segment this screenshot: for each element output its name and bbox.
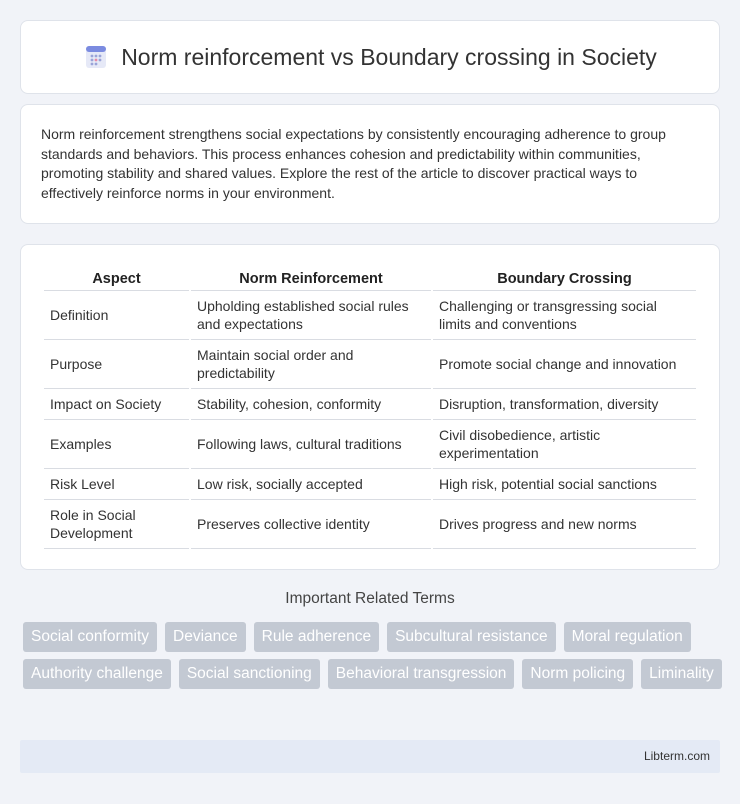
related-term-tag[interactable]: Liminality (641, 659, 722, 689)
table-cell: Definition (44, 291, 189, 340)
table-cell: Low risk, socially accepted (191, 469, 431, 500)
related-terms-title: Important Related Terms (285, 590, 455, 607)
table-cell: Preserves collective identity (191, 500, 431, 549)
table-cell: Maintain social order and predictability (191, 340, 431, 389)
table-cell: Promote social change and innovation (433, 340, 696, 389)
table-row (44, 291, 696, 340)
table-cell: Purpose (44, 340, 189, 389)
related-term-tag[interactable]: Moral regulation (564, 622, 691, 652)
table-cell: Impact on Society (44, 389, 189, 420)
table-cell: Challenging or transgressing social limits and conventions (433, 291, 696, 340)
related-term-tag[interactable]: Deviance (165, 622, 246, 652)
related-term-tag[interactable]: Subcultural resistance (387, 622, 556, 652)
column-header-boundary-crossing: Boundary Crossing (433, 265, 696, 291)
table-row (44, 340, 696, 389)
table-row (44, 420, 696, 469)
table-row (44, 389, 696, 420)
table-cell: Upholding established social rules and expectations (191, 291, 431, 340)
column-header-norm-reinforcement: Norm Reinforcement (191, 265, 431, 291)
title-card (20, 20, 720, 94)
intro-card (20, 104, 720, 224)
table-cell: Stability, cohesion, conformity (191, 389, 431, 420)
table-cell: High risk, potential social sanctions (433, 469, 696, 500)
comparison-table-card (20, 244, 720, 570)
table-cell: Risk Level (44, 469, 189, 500)
related-term-tag[interactable]: Authority challenge (23, 659, 171, 689)
footer (20, 740, 720, 773)
related-term-tag[interactable]: Norm policing (522, 659, 633, 689)
table-cell: Drives progress and new norms (433, 500, 696, 549)
comparison-table (42, 265, 698, 549)
document-icon (83, 44, 109, 70)
footer-brand-link[interactable]: Libterm.com (643, 749, 710, 763)
table-cell: Civil disobedience, artistic experimentation (433, 420, 696, 469)
related-term-tag[interactable]: Behavioral transgression (328, 659, 515, 689)
column-header-aspect: Aspect (44, 265, 189, 291)
page-title: Norm reinforcement vs Boundary crossing in Society (121, 43, 657, 70)
related-term-tag[interactable]: Rule adherence (254, 622, 379, 652)
table-row (44, 500, 696, 549)
intro-text: Norm reinforcement strengthens social expectations by consistently encouraging adherence to group standards and behaviors. This process enhances cohesion and predictability within communities, promoting stability and shared values. Explore the rest of the article to discover practical ways to effectively reinforce norms in your environment. (41, 126, 666, 201)
table-cell: Role in Social Development (44, 500, 189, 549)
table-row (44, 469, 696, 500)
related-terms-list (23, 622, 723, 689)
related-term-tag[interactable]: Social conformity (23, 622, 157, 652)
related-term-tag[interactable]: Social sanctioning (179, 659, 320, 689)
table-cell: Disruption, transformation, diversity (433, 389, 696, 420)
table-cell: Examples (44, 420, 189, 469)
table-cell: Following laws, cultural traditions (191, 420, 431, 469)
